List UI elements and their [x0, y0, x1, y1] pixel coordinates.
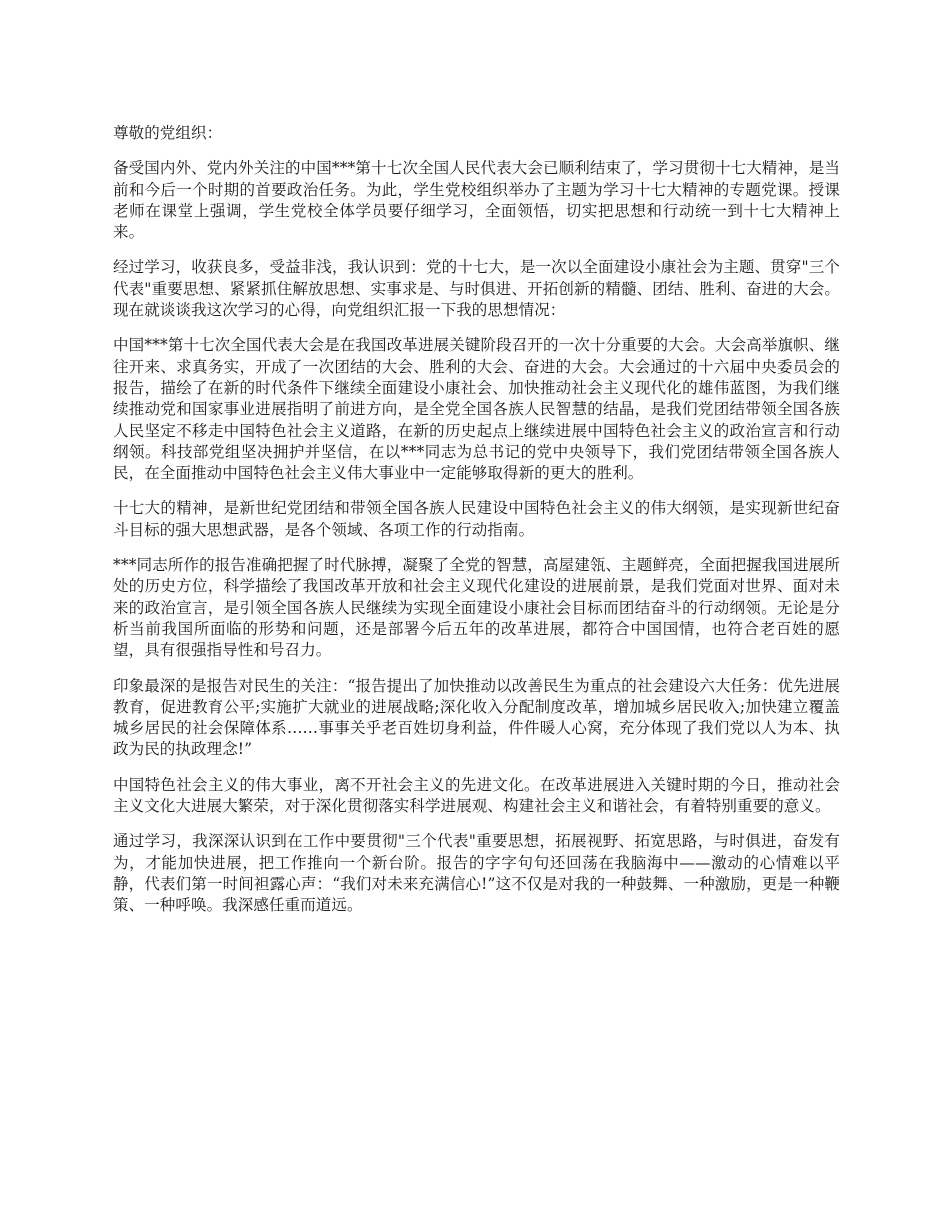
paragraph: ***同志所作的报告准确把握了时代脉搏，凝聚了全党的智慧，高屋建瓴、主题鲜亮，全面把握我国进展所处的历史方位，科学描绘了我国改革开放和社会主义现代化建设的进展前景，是我们党面对世界、面对未来的政治宣言，是引领全国各族人民继续为实现全面建设小康社会目标而团结奋斗的行动纲领。无论是分析当前我国所面临的形势和问题，还是部署今后五年的改革进展，都符合中国国情，也符合老百姓的愿望，具有很强指导性和号召力。	[113, 556, 840, 660]
paragraph: 中国***第十七次全国代表大会是在我国改革进展关键阶段召开的一次十分重要的大会。大会高举旗帜、继往开来、求真务实，开成了一次团结的大会、胜利的大会、奋进的大会。大会通过的十六届中央委员会的报告，描绘了在新的时代条件下继续全面建设小康社会、加快推动社会主义现代化的雄伟蓝图，为我们继续推动党和国家事业进展指明了前进方向，是全党全国各族人民智慧的结晶，是我们党团结带领全国各族人民坚定不移走中国特色社会主义道路，在新的历史起点上继续进展中国特色社会主义的政治宣言和行动纲领。科技部党组坚决拥护并坚信，在以***同志为总书记的党中央领导下，我们党团结带领全国各族人民，在全面推动中国特色社会主义伟大事业中一定能够取得新的更大的胜利。	[113, 336, 840, 483]
salutation: 尊敬的党组织：	[113, 124, 223, 142]
paragraph: 十七大的精神，是新世纪党团结和带领全国各族人民建设中国特色社会主义的伟大纲领，是实现新世纪奋斗目标的强大思想武器，是各个领域、各项工作的行动指南。	[113, 499, 840, 539]
document-body	[113, 123, 840, 931]
paragraph: 中国特色社会主义的伟大事业，离不开社会主义的先进文化。在改革进展进入关键时期的今日，推动社会主义文化大进展大繁荣，对于深化贯彻落实科学进展观、构建社会主义和谐社会，有着特别重要的意义。	[113, 775, 840, 816]
paragraph: 备受国内外、党内外关注的中国***第十七次全国人民代表大会已顺利结束了，学习贯彻十七大精神，是当前和今后一个时期的首要政治任务。为此，学生党校组织举办了主题为学习十七大精神的专题党课。授课老师在课堂上强调，学生党校全体学员要仔细学习，全面领悟，切实把思想和行动统一到十七大精神上来。	[113, 159, 840, 242]
paragraph: 经过学习，收获良多，受益非浅，我认识到：党的十七大，是一次以全面建设小康社会为主题、贯穿"三个代表"重要思想、紧紧抓住解放思想、实事求是、与时俱进、开拓创新的精髓、团结、胜利、奋进的大会。现在就谈谈我这次学习的心得，向党组织汇报一下我的思想情况：	[113, 258, 840, 320]
paragraph: 通过学习，我深深认识到在工作中要贯彻"三个代表"重要思想，拓展视野、拓宽思路，与时俱进，奋发有为，才能加快进展，把工作推向一个新台阶。报告的字字句句还回荡在我脑海中——激动的心情难以平静，代表们第一时间袒露心声：“我们对未来充满信心!”这不仅是对我的一种鼓舞、一种激励，更是一种鞭策、一种呼唤。我深感任重而道远。	[113, 832, 840, 915]
paragraph: 印象最深的是报告对民生的关注：“报告提出了加快推动以改善民生为重点的社会建设六大任务：优先进展教育，促进教育公平;实施扩大就业的进展战略;深化收入分配制度改革，增加城乡居民收入;加快建立覆盖城乡居民的社会保障体系……事事关乎老百姓切身利益，件件暖人心窝，充分体现了我们党以人为本、执政为民的执政理念!”	[113, 676, 840, 759]
